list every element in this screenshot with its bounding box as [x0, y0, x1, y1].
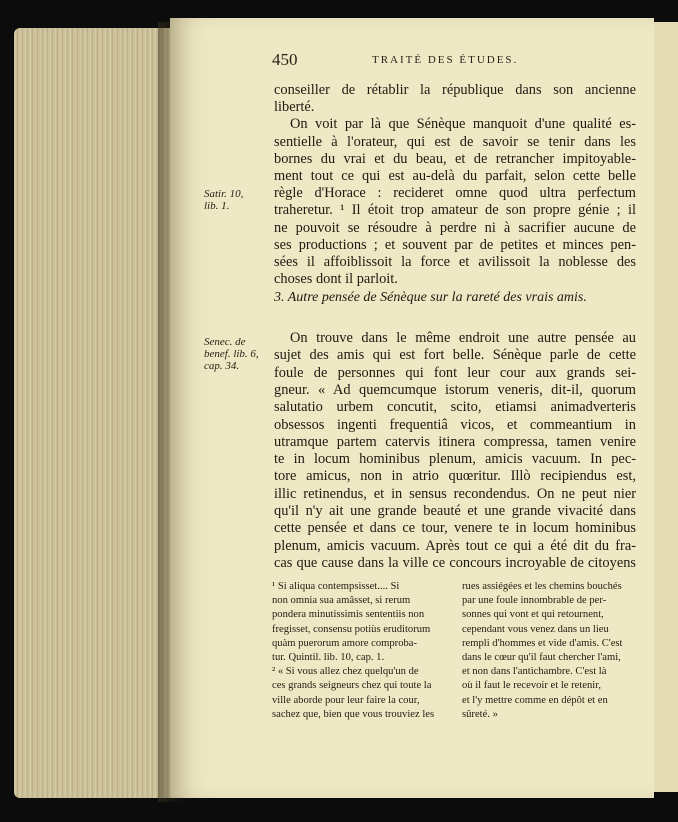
body-line: traheretur. ¹ Il étoit trop amateur de son propre génie ; il	[274, 202, 636, 219]
body-line: sujet des amis qui est fort belle. Sénèque parle de cette	[274, 347, 636, 364]
running-title: TRAITÉ DES ÉTUDES.	[372, 54, 519, 66]
footnote-line: tur. Quintil. lib. 10, cap. 1.	[272, 652, 385, 663]
footnote-line: pondera minutissimis sententiis non	[272, 609, 425, 621]
body-line: plenum, amicis vacuum. Après tout ce qui a été dit du fra-	[274, 537, 636, 554]
margin-note-line: Senec. de	[204, 336, 246, 348]
margin-note-line: Satir. 10,	[204, 188, 244, 200]
book-page	[170, 18, 654, 798]
body-line: règle d'Horace : recideret omne quod ultra perfectum	[274, 185, 636, 202]
book-page-edges	[14, 28, 170, 798]
margin-note-senec	[204, 336, 259, 372]
page-number: 450	[272, 50, 298, 69]
footnote-line: par une foule innombrable de per-	[462, 595, 607, 607]
footnote-line: quàm puerorum amore comproba-	[272, 637, 418, 649]
body-line: sentielle à l'orateur, qui est de savoir se tenir dans les	[274, 133, 636, 150]
body-line: bornes du vrai et du beau, et de retrancher impitoyable-	[274, 150, 636, 167]
footnote-line: où il faut le recevoir et le retenir,	[462, 680, 601, 692]
footnote-line: ¹ Si aliqua contempsisset.... Si	[272, 581, 400, 592]
footnote-line: sachez que, bien que vous trouviez les	[272, 708, 435, 720]
footnote-line: dans le cœur qu'il faut chercher l'ami,	[462, 652, 621, 663]
footnote-line: non omnia sua amâsset, si rerum	[272, 595, 411, 607]
margin-note-line: cap. 34.	[204, 360, 240, 372]
footnote-line: ville aborde pour leur faire la cour,	[272, 694, 420, 706]
footnote-line: ces grands seigneurs chez qui toute la	[272, 680, 432, 692]
margin-note-line: lib. 1.	[204, 200, 230, 212]
body-line: sées il affoiblissoit la force et avilissoit la noblesse des	[274, 254, 636, 270]
body-line: te in locum hominibus plenum, amicis vacuum. In pec-	[274, 451, 636, 468]
margin-note-line: benef. lib. 6,	[204, 348, 259, 360]
footnote-line: ² « Si vous allez chez quelqu'un de	[272, 666, 419, 678]
footnote-line: fregisset, consensu potiùs eruditorum	[272, 623, 431, 635]
body-line: conseiller de rétablir la république dans son ancienne	[274, 82, 636, 98]
body-line: cas que cause dans la ville ce concours incroyable de citoyens	[274, 554, 636, 571]
body-line: utramque partem catervis itinera compressa, tamen venire	[274, 433, 636, 450]
body-line: obsessos ingenti frequentiâ vicos, et commeantium in	[274, 416, 636, 433]
section-heading: 3. Autre pensée de Sénèque sur la rareté des vrais amis.	[274, 290, 587, 305]
body-line: ment tout ce qui est au-delà du parfait, selon cette belle	[274, 168, 636, 184]
body-line: On voit par là que Sénèque manquoit d'une qualité es-	[290, 116, 636, 133]
footnote-line: et l'y mettre comme en dépôt et en	[462, 694, 608, 706]
body-line: foule de personnes qui font leur cour aux grands sei-	[274, 364, 636, 381]
body-line: gneur. « Ad quemcumque istorum veneris, dit-il, quorum	[274, 381, 636, 398]
body-line: qu'il n'y ait une grande beauté et une grande vivacité dans	[274, 503, 636, 519]
body-line: ses productions ; et souvent par de petites et minces pen-	[274, 236, 636, 253]
footnote-line: sonnes qui vont et qui retournent,	[462, 609, 604, 621]
body-line: ne pouvoit se résoudre à perdre ni à sacrifier aucune de	[274, 219, 636, 236]
page-header	[272, 50, 642, 70]
body-line: illic retinendus, et in sensus recondendus. On ne peut nier	[274, 485, 636, 502]
footnote-line: cependant vous venez dans un lieu	[462, 623, 609, 635]
body-line: liberté.	[274, 99, 315, 116]
footnote-line: et non dans l'antichambre. C'est là	[462, 666, 607, 678]
body-line: choses dont il parloit.	[274, 271, 398, 288]
margin-note-satir	[204, 188, 243, 212]
footnote-line: rues assiégées et les chemins bouchés	[462, 581, 622, 592]
body-line: tore amicus, non in atrio quœritur. Illò recipiendus est,	[274, 468, 636, 485]
body-line: cette pensée et dans ce tour, venere te in locum hominibus	[274, 520, 636, 537]
body-line: salutatio urbem concutit, scito, etiamsi animadverteris	[274, 399, 636, 416]
body-line: On trouve dans le même endroit une autre pensée au	[290, 330, 636, 346]
footnote-line: sûreté. »	[462, 708, 498, 720]
facing-page-edge	[654, 22, 678, 792]
footnote-line: rempli d'hommes et vide d'amis. C'est	[462, 637, 623, 649]
